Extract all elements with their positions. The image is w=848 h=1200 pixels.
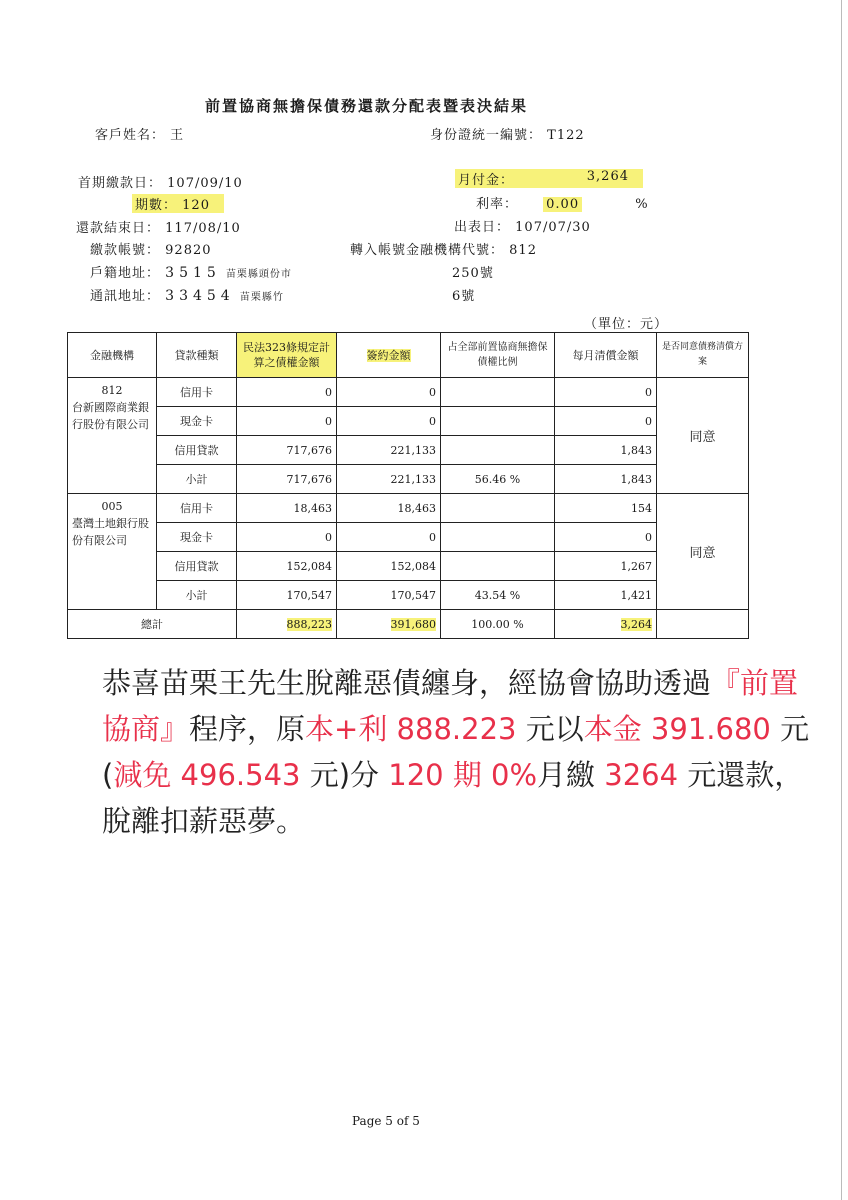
table-row bbox=[68, 523, 749, 552]
bank-code: 812 bbox=[101, 384, 123, 397]
table-row bbox=[68, 494, 749, 523]
total-signed bbox=[337, 610, 441, 639]
signed-amount: 18,463 bbox=[337, 494, 441, 523]
total-ratio: 100.00 % bbox=[441, 610, 555, 639]
ratio bbox=[441, 436, 555, 465]
ratio: 43.54 % bbox=[441, 581, 555, 610]
monthly-amount: 1,267 bbox=[555, 552, 657, 581]
claim-amount: 717,676 bbox=[237, 436, 337, 465]
monthly-amount: 154 bbox=[555, 494, 657, 523]
signed-amount: 0 bbox=[337, 407, 441, 436]
msg-part: 元( bbox=[102, 712, 810, 792]
agree-cell: 同意 bbox=[657, 494, 749, 610]
total-label: 總計 bbox=[68, 610, 237, 639]
msg-highlight: 120 期 0% bbox=[388, 758, 538, 792]
msg-part: 月繳 bbox=[537, 758, 605, 792]
unit-note: （單位：元） bbox=[584, 317, 669, 332]
id-value: T122 bbox=[547, 128, 585, 143]
signed-amount: 0 bbox=[337, 523, 441, 552]
header-signed-text: 簽約金額 bbox=[366, 348, 411, 362]
account-field bbox=[90, 239, 212, 258]
bank-cell bbox=[68, 378, 157, 494]
header-agree: 是否同意債務清償方案 bbox=[657, 333, 749, 378]
mail-address-city: 苗栗縣竹 bbox=[239, 292, 284, 303]
table-row bbox=[68, 436, 749, 465]
ratio bbox=[441, 407, 555, 436]
mail-address-label: 通訊地址： bbox=[90, 289, 161, 304]
rate-label: 利率： bbox=[476, 197, 519, 212]
reg-address-zip: 3515 bbox=[165, 265, 221, 281]
mail-address-zip: 33454 bbox=[165, 288, 235, 304]
monthly-amount: 0 bbox=[555, 407, 657, 436]
loan-type: 小計 bbox=[157, 581, 237, 610]
loan-type: 信用貸款 bbox=[157, 436, 237, 465]
claim-amount: 0 bbox=[237, 407, 337, 436]
mail-address-tail: 6號 bbox=[452, 289, 476, 304]
loan-type: 現金卡 bbox=[157, 407, 237, 436]
ratio bbox=[441, 494, 555, 523]
total-claim bbox=[237, 610, 337, 639]
reg-address-tail: 250號 bbox=[452, 266, 494, 281]
msg-part: 元以 bbox=[516, 712, 584, 746]
first-pay-value: 107/09/10 bbox=[167, 176, 243, 191]
reg-address-city: 苗栗縣頭份市 bbox=[225, 269, 292, 280]
loan-type: 信用卡 bbox=[157, 378, 237, 407]
periods-field bbox=[132, 194, 224, 213]
monthly-field bbox=[455, 169, 643, 188]
total-monthly bbox=[555, 610, 657, 639]
reg-address-label: 戶籍地址： bbox=[90, 266, 161, 281]
signed-amount: 0 bbox=[337, 378, 441, 407]
total-signed-value: 391,680 bbox=[390, 617, 436, 631]
table-row bbox=[68, 378, 749, 407]
header-ratio: 占全部前置協商無擔保債權比例 bbox=[441, 333, 555, 378]
msg-part: 元)分 bbox=[300, 758, 389, 792]
ratio bbox=[441, 523, 555, 552]
signed-amount: 170,547 bbox=[337, 581, 441, 610]
header-bank: 金融機構 bbox=[68, 333, 157, 378]
claim-amount: 18,463 bbox=[237, 494, 337, 523]
id-label: 身份證統一編號： bbox=[430, 128, 543, 143]
end-date-value: 117/08/10 bbox=[165, 221, 241, 236]
claim-amount: 0 bbox=[237, 523, 337, 552]
claim-amount: 717,676 bbox=[237, 465, 337, 494]
msg-highlight: 減免 496.543 bbox=[113, 758, 301, 792]
rate-unit: % bbox=[635, 197, 649, 212]
account-label: 繳款帳號： bbox=[90, 243, 161, 258]
header-signed bbox=[337, 333, 441, 378]
ratio bbox=[441, 378, 555, 407]
monthly-amount: 0 bbox=[555, 378, 657, 407]
table-row bbox=[68, 465, 749, 494]
page-footer: Page 5 of 5 bbox=[352, 1114, 420, 1128]
loan-type: 信用卡 bbox=[157, 494, 237, 523]
table-row bbox=[68, 407, 749, 436]
msg-highlight: 3264 bbox=[604, 758, 679, 792]
bank-code-label: 轉入帳號金融機構代號： bbox=[350, 243, 505, 258]
total-row bbox=[68, 610, 749, 639]
loan-type: 現金卡 bbox=[157, 523, 237, 552]
id-field bbox=[430, 124, 585, 143]
periods-label: 期數： bbox=[135, 198, 178, 213]
mail-address-field bbox=[90, 285, 284, 304]
monthly-value: 3,264 bbox=[586, 169, 629, 184]
header-loan-type: 貸款種類 bbox=[157, 333, 237, 378]
debt-table bbox=[67, 332, 749, 639]
msg-part: 程序，原 bbox=[189, 712, 306, 746]
ratio: 56.46 % bbox=[441, 465, 555, 494]
bank-name: 台新國際商業銀行股份有限公司 bbox=[72, 401, 149, 431]
msg-part: 恭喜苗栗王先生脫離惡債纏身，經協會協助透過 bbox=[102, 666, 712, 700]
total-monthly-value: 3,264 bbox=[620, 617, 652, 631]
issue-date-field bbox=[454, 216, 591, 235]
bank-name: 臺灣土地銀行股份有限公司 bbox=[72, 517, 149, 547]
ratio bbox=[441, 552, 555, 581]
signed-amount: 221,133 bbox=[337, 436, 441, 465]
claim-amount: 0 bbox=[237, 378, 337, 407]
monthly-amount: 1,421 bbox=[555, 581, 657, 610]
client-name: 王 bbox=[170, 128, 185, 143]
signed-amount: 152,084 bbox=[337, 552, 441, 581]
periods-value: 120 bbox=[182, 198, 210, 213]
issue-date-label: 出表日： bbox=[454, 220, 511, 235]
bank-cell bbox=[68, 494, 157, 610]
agree-cell: 同意 bbox=[657, 378, 749, 494]
first-pay-label: 首期繳款日： bbox=[78, 176, 163, 191]
claim-amount: 152,084 bbox=[237, 552, 337, 581]
loan-type: 信用貸款 bbox=[157, 552, 237, 581]
bank-code-field bbox=[350, 239, 537, 258]
doc-title: 前置協商無擔保債務還款分配表暨表決結果 bbox=[205, 97, 529, 115]
page-edge-line bbox=[841, 0, 842, 1200]
table-row bbox=[68, 552, 749, 581]
client-name-field bbox=[95, 124, 184, 143]
rate-field bbox=[476, 193, 649, 212]
account-value: 92820 bbox=[165, 243, 212, 258]
monthly-amount: 1,843 bbox=[555, 465, 657, 494]
table-row bbox=[68, 581, 749, 610]
header-claim: 民法323條規定計算之債權金額 bbox=[237, 333, 337, 378]
msg-highlight: 本+利 888.223 bbox=[305, 712, 517, 746]
bank-code: 005 bbox=[101, 500, 123, 513]
client-name-label: 客戶姓名： bbox=[95, 128, 166, 143]
signed-amount: 221,133 bbox=[337, 465, 441, 494]
congrats-message bbox=[102, 660, 812, 844]
header-monthly: 每月清償金額 bbox=[555, 333, 657, 378]
total-claim-value: 888,223 bbox=[286, 617, 332, 631]
table-header-row bbox=[68, 333, 749, 378]
total-agree-empty bbox=[657, 610, 749, 639]
msg-highlight: 本金 391.680 bbox=[583, 712, 771, 746]
msg-highlight: 『前置協商』 bbox=[102, 666, 799, 746]
claim-amount: 170,547 bbox=[237, 581, 337, 610]
end-date-label: 還款結束日： bbox=[76, 221, 161, 236]
monthly-label: 月付金： bbox=[458, 173, 515, 188]
bank-code-value: 812 bbox=[509, 243, 537, 258]
first-pay-field bbox=[78, 172, 243, 191]
loan-type: 小計 bbox=[157, 465, 237, 494]
msg-part: 元還款，脫離扣薪惡夢。 bbox=[102, 758, 804, 838]
reg-address-field bbox=[90, 262, 292, 281]
end-date-field bbox=[76, 217, 241, 236]
issue-date-value: 107/07/30 bbox=[515, 220, 591, 235]
rate-value: 0.00 bbox=[543, 197, 582, 212]
monthly-amount: 0 bbox=[555, 523, 657, 552]
monthly-amount: 1,843 bbox=[555, 436, 657, 465]
